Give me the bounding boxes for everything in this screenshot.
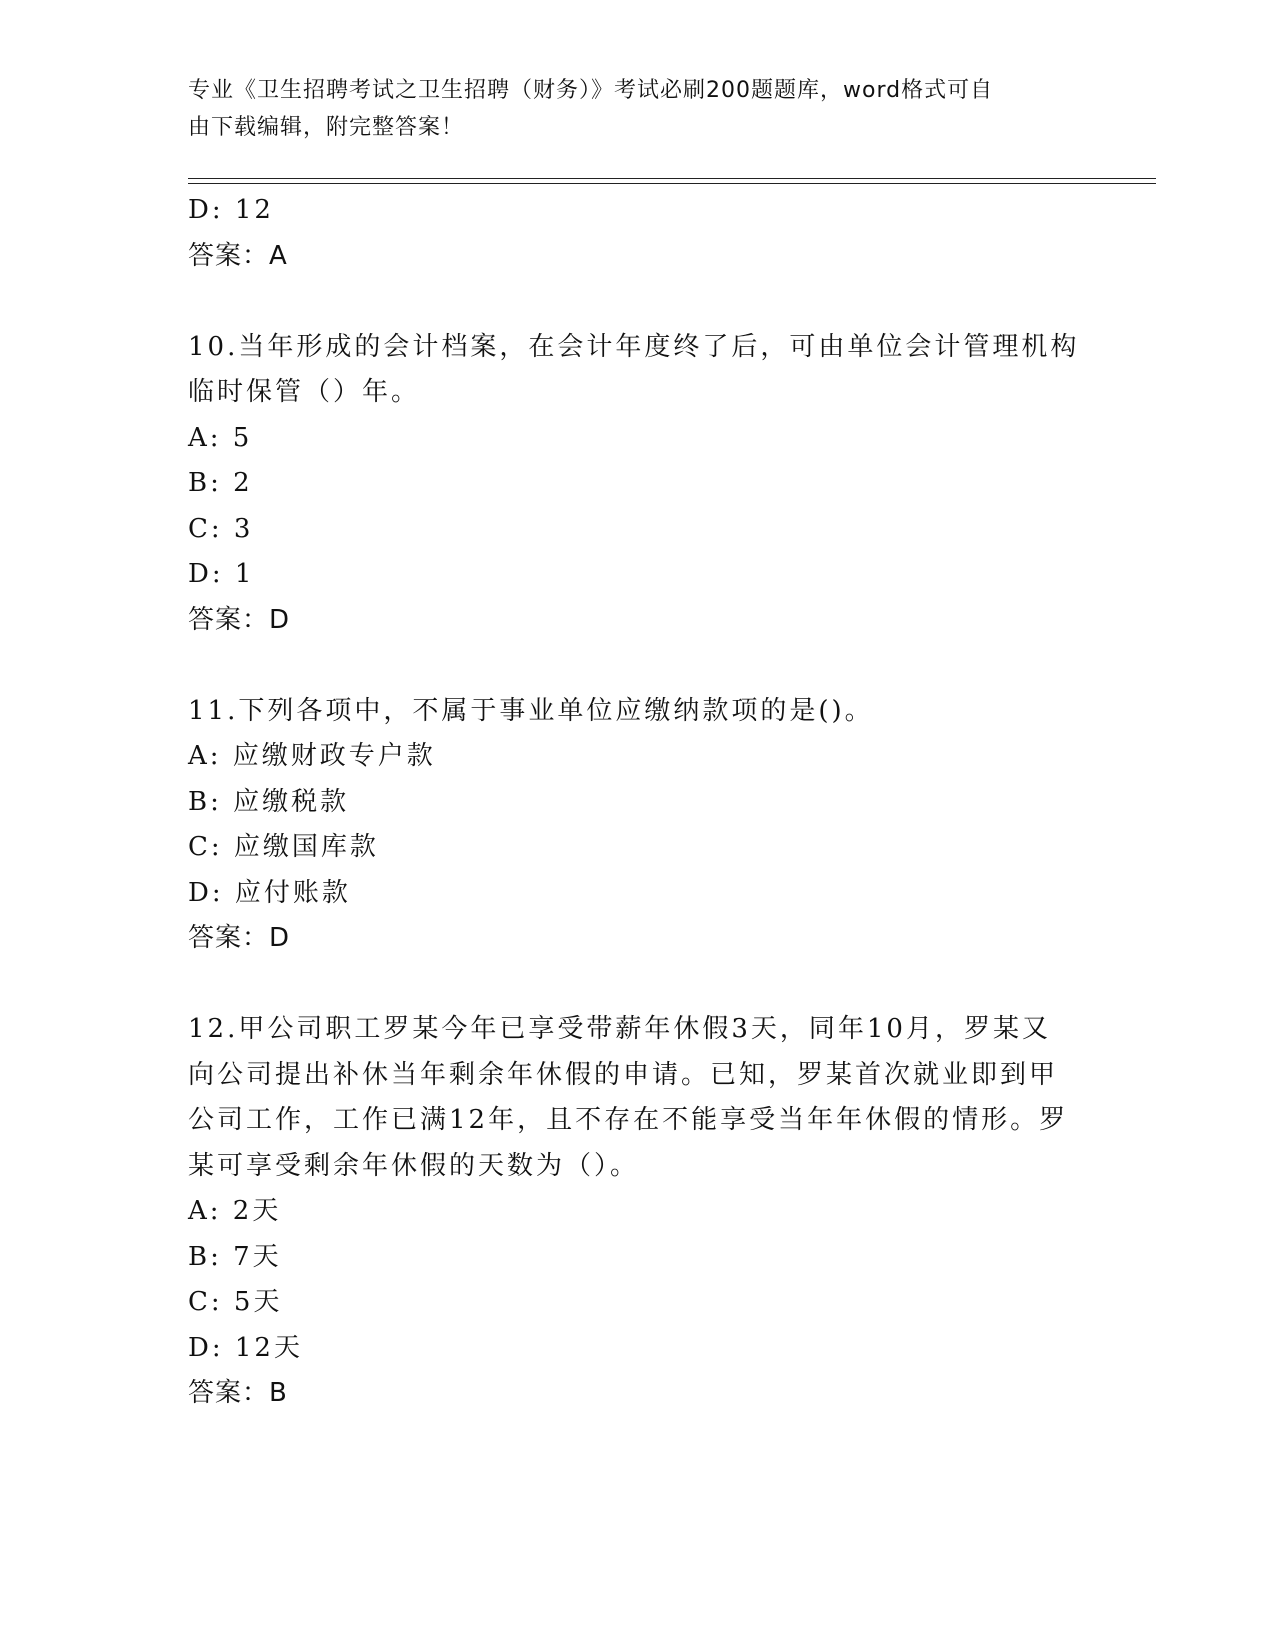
option-a: A: 应缴财政专户款	[188, 741, 436, 771]
answer-line: 答案：A	[188, 240, 288, 271]
question-stem-line: 临时保管（）年。	[188, 377, 421, 407]
question-stem-line: 公司工作，工作已满12年，且不存在不能享受当年年休假的情形。罗	[188, 1105, 1069, 1135]
header-divider-bottom	[188, 183, 1156, 184]
option-d: D: 应付账款	[188, 877, 351, 908]
question-stem-line: 10.当年形成的会计档案，在会计年度终了后，可由单位会计管理机构	[188, 331, 1080, 362]
option-d: D: 12	[188, 195, 274, 225]
document-header	[188, 72, 1068, 146]
question-12	[188, 1007, 1088, 1417]
option-b: B: 应缴税款	[188, 786, 350, 817]
option-a: A: 2天	[188, 1196, 282, 1226]
answer-line: 答案：B	[188, 1378, 288, 1408]
answer-line: 答案：D	[188, 604, 291, 635]
option-c: C: 3	[188, 513, 254, 544]
header-title-line-2: 由下载编辑，附完整答案！	[188, 115, 465, 140]
option-d: D: 1	[188, 559, 255, 589]
header-divider-top	[188, 178, 1156, 179]
option-d: D: 12天	[188, 1332, 303, 1363]
question-11	[188, 689, 1088, 962]
question-10	[188, 325, 1088, 644]
question-stem-line: 某可享受剩余年休假的天数为（）。	[188, 1150, 640, 1181]
answer-line: 答案：D	[188, 923, 291, 953]
question-stem-line: 向公司提出补休当年剩余年休假的申请。已知，罗某首次就业即到甲	[188, 1059, 1059, 1090]
option-b: B: 2	[188, 468, 253, 498]
question-stem-line: 11.下列各项中，不属于事业单位应缴纳款项的是()。	[188, 695, 874, 726]
option-a: A: 5	[188, 422, 253, 453]
continued-question	[188, 188, 1088, 279]
document-body	[188, 188, 1088, 1417]
header-title-line-1: 专业《卫生招聘考试之卫生招聘（财务）》考试必刷200题题库，word格式可自	[188, 78, 994, 103]
option-c: C: 5天	[188, 1287, 283, 1317]
option-c: C: 应缴国库款	[188, 832, 379, 862]
question-stem-line: 12.甲公司职工罗某今年已享受带薪年休假3天，同年10月，罗某又	[188, 1014, 1051, 1044]
option-b: B: 7天	[188, 1241, 282, 1272]
